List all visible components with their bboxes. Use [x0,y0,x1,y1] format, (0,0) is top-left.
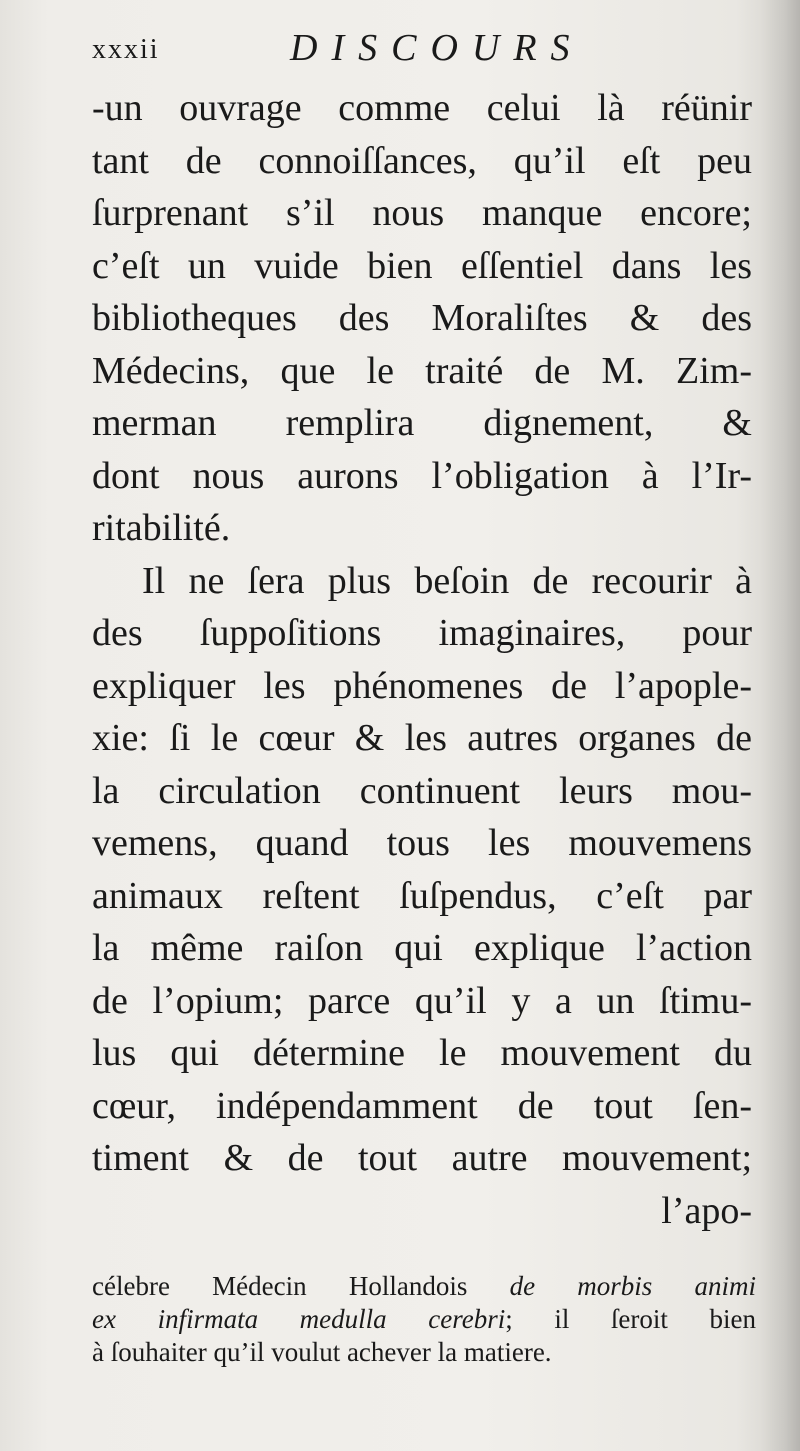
text-line: ſurprenant s’il nous manque encore; [92,192,752,234]
text-line: expliquer les phénomenes de l’apople- [92,664,752,707]
footnote-line [92,1270,756,1303]
page-header [92,22,712,72]
footnote-line [92,1303,756,1336]
text-line: de l’opium; parce qu’il y a un ſtimu- [92,979,752,1022]
footnote-line: à ſouhaiter qu’il voulut achever la matiere. [92,1337,552,1367]
text-line: des ſuppoſitions imaginaires, pour [92,612,752,654]
text-line: merman remplira dignement, & [92,402,752,444]
text-line: lus qui détermine le mouvement du [92,1032,752,1074]
main-text [92,82,752,1237]
text-line: tant de connoiſſances, qu’il eſt peu [92,139,752,182]
text-line: bibliotheques des Moraliſtes & des [92,297,752,339]
page-edge-shadow [760,0,800,1451]
text-line: Il ne ſera plus beſoin de recourir à [142,559,752,602]
footnote-text: célebre Médecin Hollandois [92,1271,468,1301]
text-line: dont nous aurons l’obligation à l’Ir- [92,454,752,497]
text-line: Médecins, que le traité de M. Zim- [92,349,752,392]
footnote-latin-title: de morbis animi [509,1271,757,1301]
footnote-text: ; il ſeroit bien [505,1304,756,1334]
text-line: xie: ſi le cœur & les autres organes de [92,717,752,759]
text-line: -un ouvrage comme celui là réünir [92,87,752,129]
footnote [92,1270,756,1369]
running-title: DISCOURS [290,27,584,69]
catchword: l’apo- [661,1189,752,1232]
text-line: la même raiſon qui explique l’action [92,927,752,969]
footnote-latin-title: ex infirmata medulla cerebri [92,1304,506,1334]
text-line: animaux reſtent ſuſpendus, c’eſt par [92,874,752,917]
text-line: vemens, quand tous les mouvemens [92,822,752,864]
page-number: xxxii [92,34,160,65]
text-line: timent & de tout autre mouvement; [92,1137,752,1179]
text-line: cœur, indépendamment de tout ſen- [92,1084,752,1127]
text-line: ritabilité. [92,507,231,549]
text-line: la circulation continuent leurs mou- [92,769,752,812]
text-line: c’eſt un vuide bien eſſentiel dans les [92,244,752,287]
